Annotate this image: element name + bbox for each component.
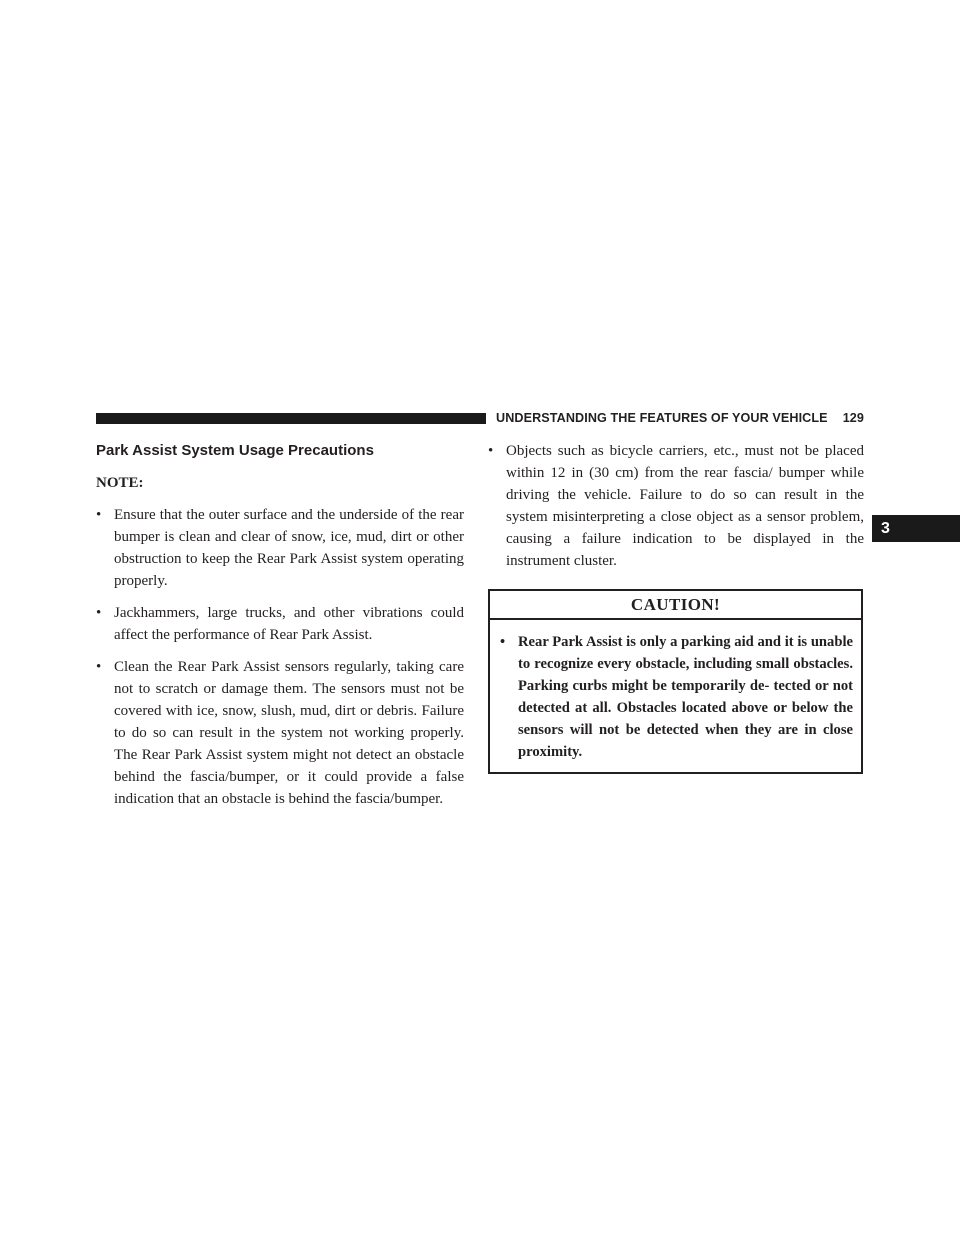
bullet-icon: • bbox=[488, 443, 494, 459]
list-item bbox=[96, 656, 464, 810]
header-section-title: UNDERSTANDING THE FEATURES OF YOUR VEHICLE bbox=[496, 411, 828, 425]
caution-list bbox=[500, 631, 853, 763]
left-column bbox=[96, 440, 464, 820]
right-column bbox=[488, 440, 864, 774]
caution-box bbox=[488, 589, 863, 774]
note-label: NOTE: bbox=[96, 475, 144, 491]
list-item bbox=[96, 602, 464, 646]
section-heading: Park Assist System Usage Precautions bbox=[96, 442, 374, 459]
list-item-text: Objects such as bicycle carriers, etc., must not be placed within 12 in (30 cm) from the rear fascia/ bumper while driving the vehicle. Failure to do so can result in the system misinterpreting a close object as a sensor problem, causing a failure indication to be displayed in the instrument cluster. bbox=[506, 443, 864, 569]
page-number: 129 bbox=[842, 411, 864, 425]
list-item-text: Rear Park Assist is only a parking aid and it is unable to recognize every obstacle, including small obstacles. Parking curbs might be temporarily de- tected or not detected at all. Obstacles located above or below the sensors will not be detected when they are in close proximity. bbox=[518, 634, 853, 760]
list-item-text: Clean the Rear Park Assist sensors regularly, taking care not to scratch or damage them. The sensors must not be covered with ice, snow, slush, mud, dirt or debris. Failure to do so can result in the system not working properly. The Rear Park Assist system might not detect an obstacle behind the fascia/bumper, or it could provide a false indication that an obstacle is behind the fascia/bumper. bbox=[114, 659, 464, 807]
list-item bbox=[500, 631, 853, 763]
header-rule bbox=[96, 413, 486, 424]
bullet-icon: • bbox=[96, 605, 102, 621]
note-list-continued bbox=[488, 440, 864, 572]
bullet-icon: • bbox=[500, 634, 506, 650]
list-item bbox=[96, 504, 464, 592]
note-list bbox=[96, 504, 464, 810]
bullet-icon: • bbox=[96, 659, 102, 675]
running-header bbox=[496, 410, 864, 426]
list-item-text: Jackhammers, large trucks, and other vibrations could affect the performance of Rear Park Assist. bbox=[114, 605, 464, 643]
caution-title: CAUTION! bbox=[490, 591, 861, 620]
list-item bbox=[488, 440, 864, 572]
bullet-icon: • bbox=[96, 507, 102, 523]
chapter-tab: 3 bbox=[872, 515, 960, 542]
list-item-text: Ensure that the outer surface and the underside of the rear bumper is clean and clear of snow, ice, mud, dirt or other obstruction to keep the Rear Park Assist system operating properly. bbox=[114, 507, 464, 589]
caution-body bbox=[490, 620, 861, 772]
